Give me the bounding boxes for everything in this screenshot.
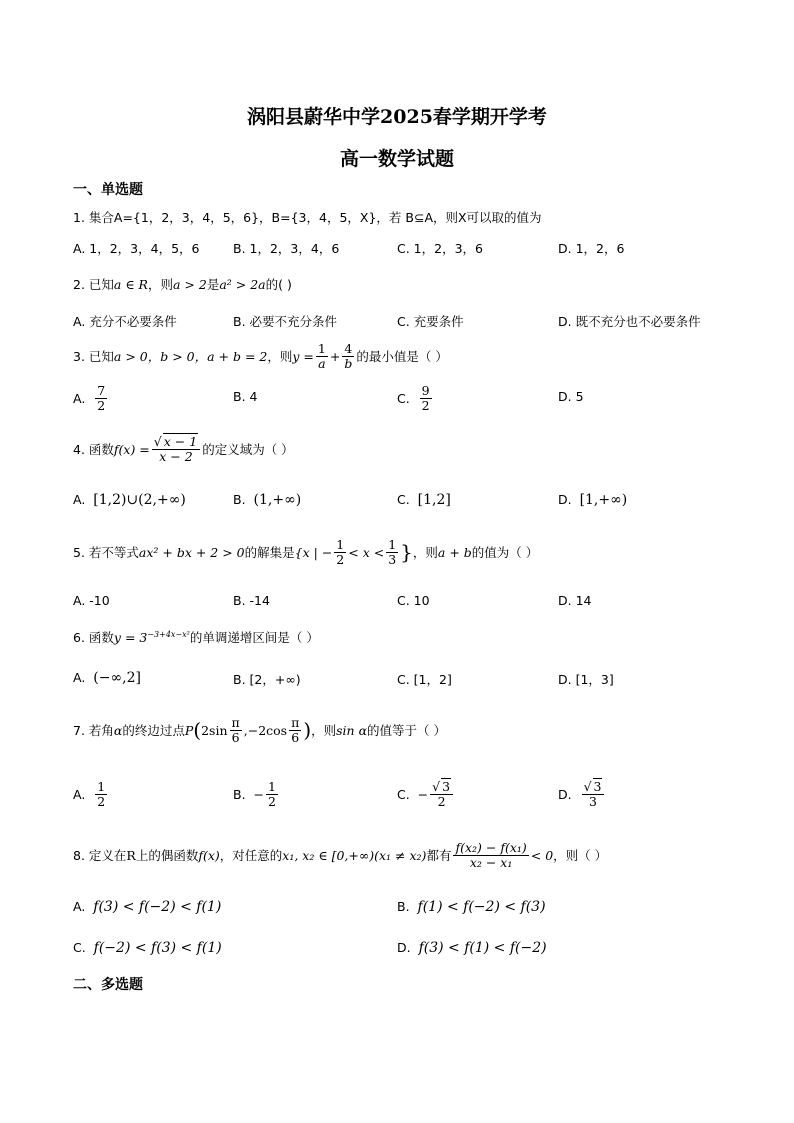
q8-mid: 上的偶函数 bbox=[135, 848, 199, 863]
question-1-option-c: C. 1，2，3，6 bbox=[397, 241, 483, 256]
q3-cond: a > 0，b > 0，a + b = 2 bbox=[113, 349, 268, 364]
q5-ab: a + b bbox=[437, 544, 472, 560]
q2-mid1: ，则 bbox=[147, 277, 173, 292]
question-8-option-b: B. f(1) < f(−2) < f(3) bbox=[397, 899, 546, 915]
q8-mid3: 都有 bbox=[426, 848, 452, 863]
q7-frac-2: $\frac{\pi}{6}$ bbox=[291, 715, 300, 745]
q7-mid2: ，则 bbox=[311, 723, 337, 738]
q7-frac-1: $\frac{\pi}{6}$ bbox=[231, 715, 240, 745]
q8-tail: ，则（ ） bbox=[553, 848, 608, 863]
q4-fx: f(x) = bbox=[113, 441, 150, 457]
question-5-option-b: B. -14 bbox=[233, 593, 270, 608]
question-3-option-c: C. $\frac{9}{2}$ bbox=[397, 383, 430, 413]
question-3-option-a: A. $\frac{7}{2}$ bbox=[73, 383, 106, 413]
q6-tail: 的单调递增区间是（ ） bbox=[189, 630, 319, 645]
question-8-stem bbox=[73, 834, 607, 876]
question-1-option-a: A. 1，2，3，4，5，6 bbox=[73, 241, 200, 256]
question-2-option-b: B. 必要不充分条件 bbox=[233, 314, 338, 329]
q5-set-mid: < x < bbox=[348, 544, 385, 560]
question-5-stem bbox=[73, 530, 538, 574]
q3-mid: ，则 bbox=[267, 349, 293, 364]
q6-exponent: −3+4x−x² bbox=[147, 629, 190, 639]
q5-set-right: } bbox=[400, 540, 413, 564]
q8-vars: x₁, x₂ ∈ [0,+∞)(x₁ ≠ x₂) bbox=[282, 847, 427, 863]
question-6-option-b: B. [2，+∞) bbox=[233, 672, 301, 687]
q7-num: 7. 若角 bbox=[73, 723, 114, 738]
q8-fx: f(x) bbox=[198, 847, 220, 863]
q2-p: a > 2 bbox=[173, 277, 207, 292]
question-3-option-b: B. 4 bbox=[233, 389, 258, 404]
question-6-option-a: A. (−∞,2] bbox=[73, 670, 141, 686]
q3-plus: + bbox=[329, 348, 341, 364]
q5-frac-third: $\frac{1}{3}$ bbox=[388, 537, 397, 567]
question-4-option-b: B. (1,+∞) bbox=[233, 492, 302, 508]
q7-cos: ,−2cos bbox=[243, 722, 288, 738]
question-2-stem bbox=[73, 275, 292, 293]
q8-lt: < 0 bbox=[530, 847, 554, 863]
q6-num: 6. 函数 bbox=[73, 630, 114, 645]
q3-frac-2: $\frac{4}{b}$ bbox=[344, 341, 353, 371]
q8-mid2: ，对任意的 bbox=[219, 848, 283, 863]
q2-q: a² > 2a bbox=[219, 277, 266, 292]
section-multi-choice: 二、多选题 bbox=[73, 977, 143, 993]
q5-ineq: ax² + bx + 2 > 0 bbox=[138, 544, 245, 560]
question-5-option-d: D. 14 bbox=[558, 593, 592, 608]
question-1-option-d: D. 1，2，6 bbox=[558, 241, 625, 256]
q5-set-left: {x | − bbox=[294, 544, 333, 560]
question-1-option-b: B. 1，2，3，4，6 bbox=[233, 241, 340, 256]
question-7-option-c: C. − $\frac{√ 3}{2}$ bbox=[397, 774, 455, 814]
q4-frac: $\frac{√ x - 1}{x - 2}$ bbox=[152, 435, 200, 462]
question-4-option-d: D. [1,+∞) bbox=[558, 492, 628, 508]
question-4-option-c: C. [1,2] bbox=[397, 492, 451, 508]
q8-frac: $\frac{\text{f(x₂) − f(x₁)}}{\text{x₂ − x₁}}$ bbox=[455, 840, 527, 870]
question-3-option-d: D. 5 bbox=[558, 389, 584, 404]
q7-point: P bbox=[184, 722, 194, 738]
q3-tail: 的最小值是（ ） bbox=[356, 349, 448, 364]
q5-num: 5. 若不等式 bbox=[73, 545, 139, 560]
q2-cond: a ∈ R bbox=[113, 277, 148, 292]
q7-mid: 的终边过点 bbox=[122, 723, 185, 738]
question-3-stem bbox=[73, 336, 448, 376]
q3-y: y = bbox=[292, 348, 314, 364]
q5-tail: 的值为（ ） bbox=[471, 545, 539, 560]
q7-sin-alpha: sin α bbox=[336, 722, 368, 738]
q2-num: 2. 已知 bbox=[73, 277, 114, 292]
question-1-stem: 1. 集合A={1，2，3，4，5，6}，B={3，4，5，X}，若 B⊆A，则X可以取的值为 bbox=[73, 210, 542, 225]
question-5-option-c: C. 10 bbox=[397, 593, 430, 608]
q5-mid2: ，则 bbox=[412, 545, 438, 560]
question-7-option-a: A. $\frac{1}{2}$ bbox=[73, 779, 106, 809]
q4-num: 4. 函数 bbox=[73, 442, 114, 457]
q2-mid2: 是 bbox=[206, 277, 220, 292]
exam-title: 涡阳县蔚华中学2025春学期开学考 bbox=[247, 106, 547, 128]
question-7-stem: 7. 若角 α 的终边过点 P ( 2sin $\frac{\pi}{6}$ ,−2cos $\frac{\pi}{6}$ ) ，则 sin α 的值等于（ ） bbox=[73, 715, 447, 745]
question-8-option-a: A. f(3) < f(−2) < f(1) bbox=[73, 899, 222, 915]
question-7-option-d: D. $\frac{√ 3}{3}$ bbox=[558, 774, 606, 814]
question-5-option-a: A. -10 bbox=[73, 593, 110, 608]
q2-tail: 的( ) bbox=[265, 277, 292, 292]
question-4-option-a: A. [1,2)∪(2,+∞) bbox=[73, 492, 186, 508]
q7-tail: 的值等于（ ） bbox=[367, 723, 447, 738]
q8-R: R bbox=[126, 847, 136, 863]
q7-sin: 2sin bbox=[201, 722, 228, 738]
question-7-option-b: B. − $\frac{1}{2}$ bbox=[233, 779, 276, 809]
q3-num: 3. 已知 bbox=[73, 349, 114, 364]
q8-num: 8. 定义在 bbox=[73, 848, 127, 863]
q4-tail: 的定义域为（ ） bbox=[202, 442, 294, 457]
question-2-option-c: C. 充要条件 bbox=[397, 314, 464, 329]
question-8-option-c: C. f(−2) < f(3) < f(1) bbox=[73, 940, 222, 956]
question-6-stem bbox=[73, 628, 319, 646]
q6-y: y = 3 bbox=[113, 630, 148, 645]
q5-mid: 的解集是 bbox=[244, 545, 295, 560]
question-6-option-c: C. [1，2] bbox=[397, 672, 452, 687]
exam-subtitle: 高一数学试题 bbox=[339, 148, 454, 170]
question-6-option-d: D. [1，3] bbox=[558, 672, 614, 687]
question-2-option-a: A. 充分不必要条件 bbox=[73, 314, 177, 329]
q7-alpha: α bbox=[113, 722, 123, 738]
question-4-stem bbox=[73, 428, 294, 470]
q5-frac-half: $\frac{1}{2}$ bbox=[336, 537, 345, 567]
q3-frac-1: $\frac{1}{a}$ bbox=[317, 341, 326, 371]
question-2-option-d: D. 既不充分也不必要条件 bbox=[558, 314, 701, 329]
section-single-choice: 一、单选题 bbox=[73, 182, 143, 198]
question-8-option-d: D. f(3) < f(1) < f(−2) bbox=[397, 940, 547, 956]
